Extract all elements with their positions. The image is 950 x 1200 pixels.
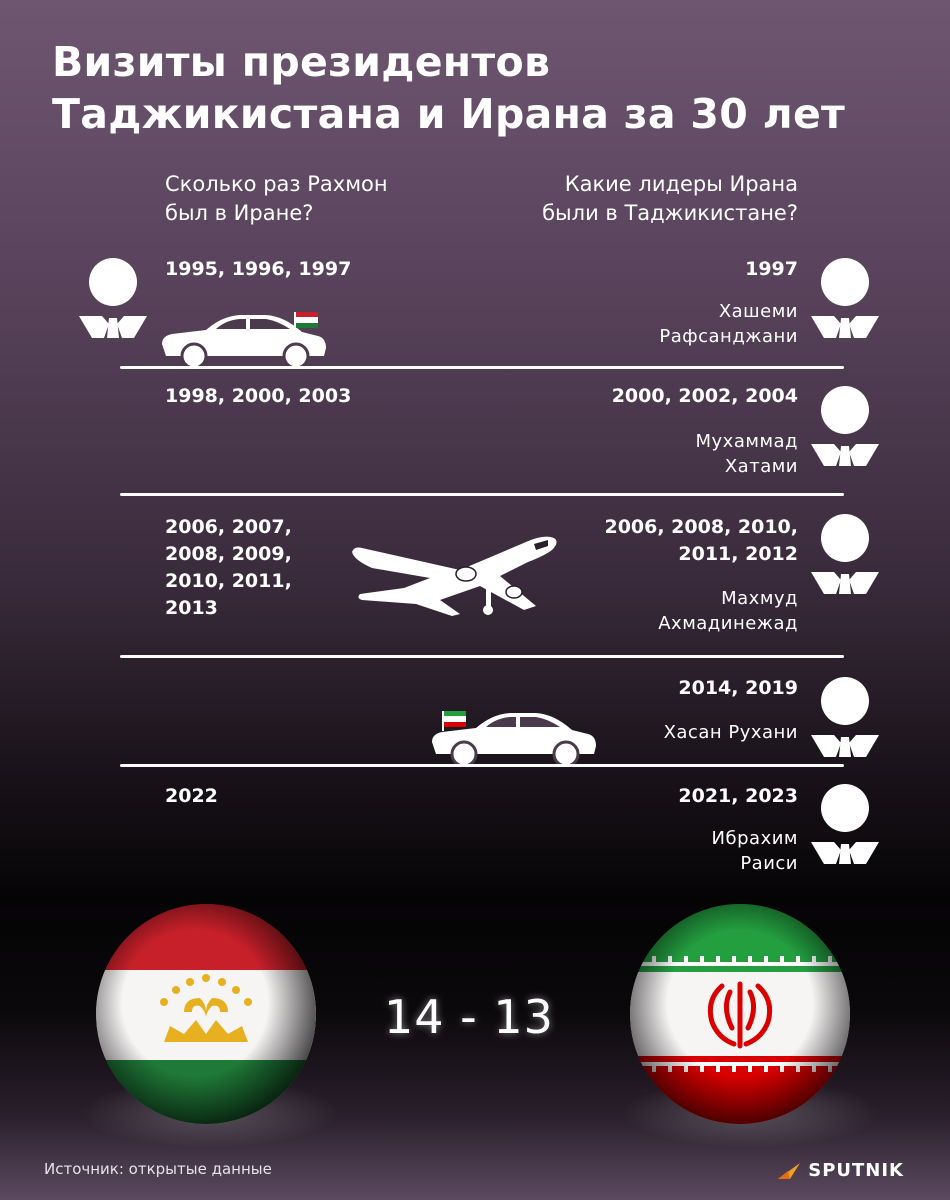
row-3-iran-years [604,514,798,568]
row-2-rahmon-years [165,383,351,410]
row-3-leader-person-icon [808,514,882,600]
timeline-divider-4 [120,764,844,767]
row-3-rahmon-years-line-3: 2010, 2011, [165,570,292,592]
source-note: Источник: открытые данные [44,1160,272,1178]
row-3-leader-name-line-1: Махмуд [721,588,798,609]
question-left-line-2: был в Иране? [165,201,314,225]
iran-mini-flag-icon [442,711,468,731]
row-5-rahmon-years [165,783,218,810]
timeline-divider-1 [120,366,844,369]
row-1-leader-name-line-1: Хашеми [718,301,798,322]
row-5-leader-name-line-2: Раиси [740,853,798,874]
question-left-line-1: Сколько раз Рахмон [165,172,388,196]
row-1-iran-years-line: 1997 [745,258,798,280]
title-line-1: Визиты президентов [52,38,551,86]
row-5-iran-years-line: 2021, 2023 [678,785,798,807]
row-4-iran-years [678,675,798,702]
iran-flag-ball-icon [626,900,854,1128]
row-1-leader-name [659,299,798,349]
row-3-rahmon-years-line-1: 2006, 2007, [165,516,292,538]
visits-score: 14 - 13 [384,990,554,1044]
row-1-rahmon-years-line: 1995, 1996, 1997 [165,258,352,280]
row-2-leader-name [696,429,799,479]
row-1-iran-years [745,256,798,283]
row-5-leader-person-icon [808,784,882,870]
row-5-leader-name [712,826,798,876]
page-title [52,36,845,140]
airplane-icon [348,530,560,618]
row-4-iran-years-line: 2014, 2019 [678,677,798,699]
row-3-rahmon-years-line-2: 2008, 2009, [165,543,292,565]
rahmon-person-icon [76,258,150,344]
row-4-leader-person-icon [808,677,882,763]
row-4-leader-name [664,720,798,745]
row-3-iran-years-line-1: 2006, 2008, 2010, [604,516,798,538]
row-1-leader-name-line-2: Рафсанджани [659,326,798,347]
row-3-rahmon-years [165,514,292,622]
question-right [542,170,798,228]
row-3-rahmon-years-line-4: 2013 [165,597,218,619]
row-2-leader-person-icon [808,386,882,472]
timeline-divider-2 [120,493,844,496]
question-left [165,170,388,228]
row-2-iran-years-line: 2000, 2002, 2004 [611,385,798,407]
row-3-leader-name-line-2: Ахмадинежад [658,613,798,634]
row-3-iran-years-line-2: 2011, 2012 [678,543,798,565]
row-2-leader-name-line-2: Хатами [724,456,798,477]
row-4-leader-name-line: Хасан Рухани [663,722,798,743]
question-right-line-2: были в Таджикистане? [542,201,798,225]
timeline-divider-3 [120,655,844,658]
tajikistan-mini-flag-icon [294,312,320,332]
row-2-iran-years [612,383,798,410]
row-2-rahmon-years-line: 1998, 2000, 2003 [165,385,352,407]
sputnik-logo [776,1160,904,1181]
sputnik-logo-icon [776,1161,802,1181]
row-1-rahmon-years [165,256,351,283]
row-5-leader-name-line-1: Ибрахим [711,828,798,849]
row-5-rahmon-years-line: 2022 [165,785,218,807]
question-right-line-1: Какие лидеры Ирана [564,172,798,196]
tajikistan-flag-ball-icon [92,900,320,1128]
sputnik-logo-text: SPUTNIK [808,1160,904,1181]
title-line-2: Таджикистана и Ирана за 30 лет [52,90,846,138]
row-2-leader-name-line-1: Мухаммад [695,431,798,452]
row-5-iran-years [678,783,798,810]
row-3-leader-name [658,586,798,636]
row-1-leader-person-icon [808,258,882,344]
